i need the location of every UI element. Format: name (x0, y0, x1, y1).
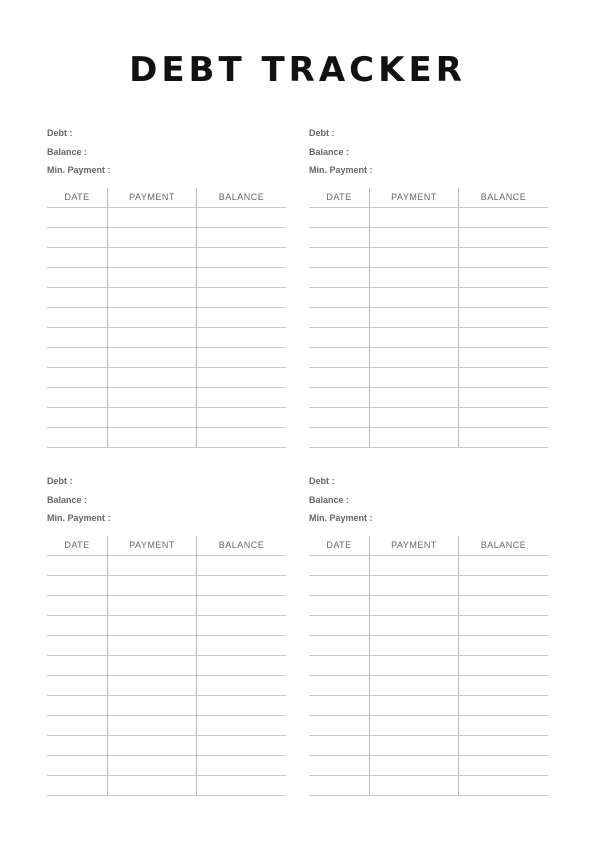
balance-column-header: BALANCE (218, 191, 265, 202)
payment-cell (108, 288, 197, 307)
debt-tracker-4 (309, 472, 548, 796)
table-row (309, 288, 548, 308)
date-cell (309, 288, 370, 307)
payment-cell (370, 388, 459, 407)
date-cell (309, 636, 370, 655)
payment-cell (370, 208, 459, 227)
date-cell (47, 676, 108, 695)
balance-cell (459, 348, 548, 367)
balance-cell (459, 248, 548, 267)
balance-cell (459, 756, 548, 775)
payment-cell (108, 208, 197, 227)
payment-cell (370, 716, 459, 735)
balance-column-header: BALANCE (480, 539, 527, 550)
debt-label: Debt : (309, 476, 335, 486)
payment-cell (370, 248, 459, 267)
balance-cell (459, 776, 548, 795)
payment-cell (370, 616, 459, 635)
date-cell (309, 556, 370, 575)
balance-cell (197, 736, 286, 755)
table-row (47, 268, 286, 288)
table-row (309, 348, 548, 368)
min-payment-label: Min. Payment : (309, 513, 373, 523)
payment-cell (108, 408, 197, 427)
date-cell (47, 328, 108, 347)
payment-cell (108, 656, 197, 675)
balance-label: Balance : (309, 146, 350, 157)
date-cell (47, 268, 108, 287)
balance-cell (197, 696, 286, 715)
date-cell (47, 696, 108, 715)
payment-cell (108, 736, 197, 755)
balance-cell (459, 388, 548, 407)
payment-cell (108, 308, 197, 327)
date-cell (47, 368, 108, 387)
table-row (47, 408, 286, 428)
balance-cell (459, 656, 548, 675)
payment-cell (370, 636, 459, 655)
payment-cell (108, 616, 197, 635)
debt-label: Debt : (47, 128, 73, 138)
date-column-header: DATE (309, 188, 370, 207)
balance-cell (459, 736, 548, 755)
table-row (47, 228, 286, 248)
table-row (309, 368, 548, 388)
table-row (47, 388, 286, 408)
balance-cell (197, 348, 286, 367)
balance-cell (459, 556, 548, 575)
debt-tracker-3 (47, 472, 286, 796)
balance-cell (197, 268, 286, 287)
payment-cell (108, 328, 197, 347)
payment-table (47, 188, 286, 448)
payment-cell (108, 636, 197, 655)
payment-cell (370, 596, 459, 615)
date-column-header: DATE (47, 536, 108, 555)
table-row (47, 248, 286, 268)
date-cell (47, 408, 108, 427)
table-row (309, 268, 548, 288)
balance-cell (197, 368, 286, 387)
table-row (309, 228, 548, 248)
table-row (47, 616, 286, 636)
table-row (309, 556, 548, 576)
balance-cell (459, 368, 548, 387)
min-payment-label: Min. Payment : (47, 513, 111, 523)
payment-cell (370, 428, 459, 447)
balance-cell (197, 408, 286, 427)
debt-info (47, 472, 286, 528)
table-row (47, 328, 286, 348)
balance-cell (197, 576, 286, 595)
balance-cell (197, 556, 286, 575)
debt-info (47, 124, 286, 180)
table-row (47, 656, 286, 676)
table-row (309, 388, 548, 408)
payment-cell (108, 428, 197, 447)
balance-cell (197, 616, 286, 635)
table-row (47, 556, 286, 576)
date-cell (309, 328, 370, 347)
payment-cell (370, 736, 459, 755)
date-cell (309, 676, 370, 695)
payment-cell (108, 716, 197, 735)
balance-cell (197, 388, 286, 407)
balance-column-header: BALANCE (480, 191, 527, 202)
payment-cell (370, 268, 459, 287)
balance-cell (197, 716, 286, 735)
payment-cell (370, 756, 459, 775)
debt-tracker-2 (309, 124, 548, 448)
date-cell (309, 408, 370, 427)
payment-cell (108, 576, 197, 595)
table-row (309, 576, 548, 596)
payment-column-header: PAYMENT (370, 536, 459, 555)
table-row (47, 428, 286, 448)
payment-cell (370, 228, 459, 247)
payment-column-header: PAYMENT (370, 188, 459, 207)
payment-cell (370, 576, 459, 595)
table-row (47, 368, 286, 388)
debt-label: Debt : (47, 476, 73, 486)
balance-column-header: BALANCE (218, 539, 265, 550)
balance-cell (197, 776, 286, 795)
table-row (47, 576, 286, 596)
date-cell (47, 616, 108, 635)
payment-table (309, 536, 548, 796)
balance-label: Balance : (47, 494, 88, 505)
payment-cell (370, 408, 459, 427)
table-row (309, 308, 548, 328)
balance-cell (197, 656, 286, 675)
date-column-header: DATE (47, 188, 108, 207)
date-cell (47, 636, 108, 655)
payment-cell (370, 556, 459, 575)
balance-cell (459, 576, 548, 595)
date-cell (47, 556, 108, 575)
balance-cell (197, 596, 286, 615)
date-cell (47, 776, 108, 795)
table-row (309, 656, 548, 676)
table-row (47, 676, 286, 696)
payment-cell (108, 268, 197, 287)
payment-cell (108, 696, 197, 715)
debt-info (309, 472, 548, 528)
min-payment-label: Min. Payment : (309, 165, 373, 175)
table-row (309, 596, 548, 616)
table-row (309, 716, 548, 736)
date-column-header: DATE (309, 536, 370, 555)
page-title: DEBT TRACKER (129, 50, 466, 90)
date-cell (309, 596, 370, 615)
payment-cell (370, 348, 459, 367)
payment-cell (108, 348, 197, 367)
payment-cell (108, 596, 197, 615)
date-cell (47, 348, 108, 367)
balance-cell (459, 408, 548, 427)
table-row (309, 328, 548, 348)
date-cell (309, 576, 370, 595)
payment-cell (370, 676, 459, 695)
debt-label: Debt : (309, 128, 335, 138)
balance-cell (459, 636, 548, 655)
date-cell (47, 308, 108, 327)
date-cell (47, 656, 108, 675)
table-rows (309, 208, 548, 448)
table-row (47, 756, 286, 776)
table-row (309, 756, 548, 776)
date-cell (47, 228, 108, 247)
payment-cell (108, 676, 197, 695)
balance-cell (197, 288, 286, 307)
table-row (309, 408, 548, 428)
date-cell (309, 248, 370, 267)
balance-label: Balance : (309, 494, 350, 505)
table-rows (47, 208, 286, 448)
payment-cell (108, 756, 197, 775)
min-payment-label: Min. Payment : (47, 165, 111, 175)
date-cell (47, 428, 108, 447)
date-cell (47, 596, 108, 615)
table-row (309, 616, 548, 636)
balance-cell (459, 208, 548, 227)
payment-cell (108, 556, 197, 575)
balance-cell (197, 756, 286, 775)
payment-cell (108, 248, 197, 267)
table-row (309, 208, 548, 228)
balance-cell (459, 716, 548, 735)
date-cell (47, 208, 108, 227)
payment-column-header: PAYMENT (108, 536, 197, 555)
payment-cell (108, 368, 197, 387)
date-cell (309, 208, 370, 227)
date-cell (309, 388, 370, 407)
payment-table (47, 536, 286, 796)
balance-cell (459, 616, 548, 635)
table-row (309, 736, 548, 756)
debt-tracker-1 (47, 124, 286, 448)
balance-cell (459, 268, 548, 287)
payment-cell (370, 368, 459, 387)
date-cell (47, 716, 108, 735)
table-rows (47, 556, 286, 796)
balance-cell (197, 308, 286, 327)
balance-cell (459, 308, 548, 327)
balance-cell (459, 428, 548, 447)
debt-info (309, 124, 548, 180)
payment-cell (370, 288, 459, 307)
date-cell (47, 576, 108, 595)
payment-cell (370, 696, 459, 715)
balance-cell (197, 636, 286, 655)
date-cell (47, 388, 108, 407)
table-row (47, 716, 286, 736)
payment-cell (370, 656, 459, 675)
table-row (309, 776, 548, 796)
table-header (47, 188, 286, 208)
date-cell (309, 656, 370, 675)
payment-cell (370, 776, 459, 795)
date-cell (309, 348, 370, 367)
date-cell (47, 248, 108, 267)
balance-cell (459, 676, 548, 695)
date-cell (47, 736, 108, 755)
table-row (47, 596, 286, 616)
balance-cell (459, 696, 548, 715)
table-row (47, 208, 286, 228)
table-row (47, 288, 286, 308)
table-row (47, 308, 286, 328)
payment-cell (370, 308, 459, 327)
payment-table (309, 188, 548, 448)
table-row (309, 428, 548, 448)
balance-cell (459, 328, 548, 347)
table-header (47, 536, 286, 556)
table-row (47, 636, 286, 656)
date-cell (309, 776, 370, 795)
date-cell (309, 228, 370, 247)
table-header (309, 188, 548, 208)
payment-cell (108, 776, 197, 795)
payment-column-header: PAYMENT (108, 188, 197, 207)
date-cell (309, 268, 370, 287)
date-cell (47, 288, 108, 307)
table-row (47, 776, 286, 796)
balance-cell (197, 248, 286, 267)
table-rows (309, 556, 548, 796)
table-row (309, 248, 548, 268)
date-cell (309, 716, 370, 735)
date-cell (309, 368, 370, 387)
balance-cell (459, 228, 548, 247)
table-row (309, 636, 548, 656)
payment-cell (108, 228, 197, 247)
balance-cell (197, 228, 286, 247)
balance-cell (197, 676, 286, 695)
table-row (309, 696, 548, 716)
date-cell (309, 696, 370, 715)
date-cell (309, 736, 370, 755)
balance-cell (459, 596, 548, 615)
payment-cell (370, 328, 459, 347)
date-cell (309, 616, 370, 635)
balance-cell (197, 328, 286, 347)
table-row (47, 696, 286, 716)
date-cell (309, 756, 370, 775)
date-cell (47, 756, 108, 775)
balance-cell (197, 208, 286, 227)
balance-cell (459, 288, 548, 307)
table-row (309, 676, 548, 696)
table-header (309, 536, 548, 556)
table-row (47, 736, 286, 756)
date-cell (309, 428, 370, 447)
balance-cell (197, 428, 286, 447)
payment-cell (108, 388, 197, 407)
date-cell (309, 308, 370, 327)
table-row (47, 348, 286, 368)
balance-label: Balance : (47, 146, 88, 157)
